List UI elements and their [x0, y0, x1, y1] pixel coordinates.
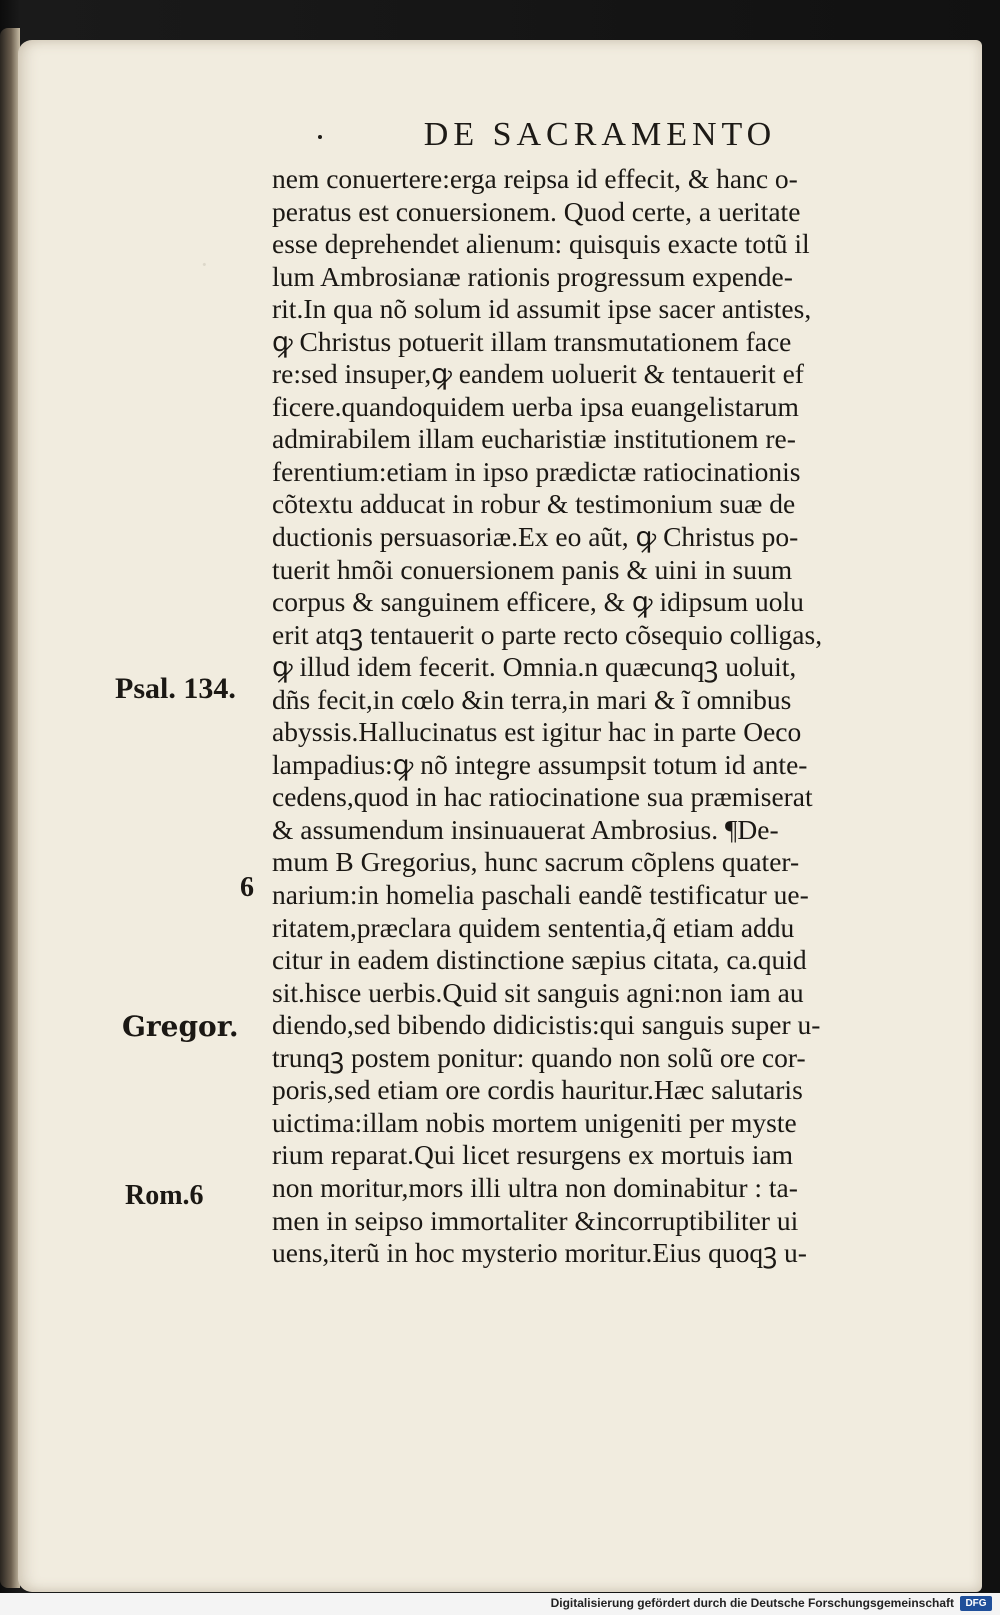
text-line: ductionis persuasoriæ.Ex eo aũt, ꝙ Christus po- — [272, 521, 799, 553]
text-line: sit.hisce uerbis.Quid sit sanguis agni:non iam au — [272, 976, 804, 1008]
text-line: nem conuertere:erga reipsa id effecit, & hanc o- — [272, 163, 798, 194]
text-line: ficere.quandoquidem uerba ipsa euangelistarum — [272, 390, 799, 422]
book-spine — [0, 28, 20, 1588]
text-line: trunqꝫ postem ponitur: quando non solũ ore cor- — [272, 1041, 806, 1073]
text-line: rit.In qua nõ solum id assumit ipse sacer antistes, — [272, 293, 812, 325]
text-line: lum Ambrosianæ rationis progressum expende- — [272, 260, 793, 292]
text-line: peratus est conuersionem. Quod certe, a ueritate — [272, 195, 801, 227]
text-line: admirabilem illam eucharistiæ institutionem re- — [272, 423, 796, 455]
text-line: re:sed insuper,ꝙ eandem uoluerit & tentauerit ef — [272, 358, 804, 390]
text-line: narium:in homelia paschali eandẽ testificatur ue- — [272, 879, 809, 911]
text-line: cõtextu adducat in robur & testimonium suæ de — [272, 488, 796, 520]
margin-note-romans: Rom.6 — [125, 1180, 204, 1211]
text-line: ferentium:etiam in ipso prædictæ ratiocinationis — [272, 455, 801, 487]
margin-note-number: 6 — [240, 872, 254, 903]
text-line: ritatem,præclara quidem sententia,q̃ etiam addu — [272, 911, 795, 943]
text-line: lampadius:ꝙ nõ integre assumpsit totum id ante- — [272, 748, 808, 780]
running-header: DE SACRAMENTO — [423, 116, 777, 153]
text-line: non moritur,mors illi ultra non dominabitur : ta- — [272, 1171, 798, 1203]
header-dot — [318, 135, 322, 139]
text-line: men in seipso immortaliter &incorruptibiliter ui — [272, 1204, 799, 1236]
margin-note-gregory: Gregor. — [122, 1010, 239, 1043]
text-line: esse deprehendet alienum: quisquis exacte totũ il — [272, 228, 810, 260]
text-line: dñs fecit,in cœlo &in terra,in mari & ĩ omnibus — [272, 683, 792, 715]
text-line: abyssis.Hallucinatus est igitur hac in parte Oeco — [272, 716, 802, 748]
text-line: erit atqꝫ tentauerit o parte recto cõsequio colligas, — [272, 618, 823, 650]
text-line: poris,sed etiam ore cordis hauritur.Hæc salutaris — [272, 1074, 803, 1106]
text-line: uens,iterũ in hoc mysterio moritur.Eius quoqꝫ u- — [272, 1237, 807, 1269]
text-line: uictima:illam nobis mortem unigeniti per myste — [272, 1106, 797, 1138]
text-line: cedens,quod in hac ratiocinatione sua præmiserat — [272, 781, 813, 813]
body-text — [272, 163, 957, 1270]
dfg-logo: DFG — [960, 1596, 992, 1611]
text-line: ꝙ illud idem fecerit. Omnia.n quæcunqꝫ uoluit, — [272, 651, 797, 683]
text-line: & assumendum insinuauerat Ambrosius. ¶De- — [272, 813, 779, 845]
text-line: tuerit hmõi conuersionem panis & uini in suum — [272, 553, 793, 585]
footer-bar — [0, 1593, 1000, 1615]
text-line: citur in eadem distinctione sæpius citata, ca.quid — [272, 944, 807, 976]
text-line: mum B Gregorius, hunc sacrum cõplens quater- — [272, 846, 800, 878]
bleed-through: · — [200, 250, 209, 279]
text-line: ꝙ Christus potuerit illam transmutationem face — [272, 325, 792, 357]
funding-credit: Digitalisierung gefördert durch die Deutsche Forschungsgemeinschaft — [550, 1596, 954, 1610]
text-line: corpus & sanguinem efficere, & ꝙ idipsum uolu — [272, 586, 804, 618]
text-line: rium reparat.Qui licet resurgens ex mortuis iam — [272, 1139, 794, 1171]
text-line: diendo,sed bibendo didicistis:qui sanguis super u- — [272, 1009, 821, 1041]
margin-note-psalm: Psal. 134. — [115, 672, 236, 705]
